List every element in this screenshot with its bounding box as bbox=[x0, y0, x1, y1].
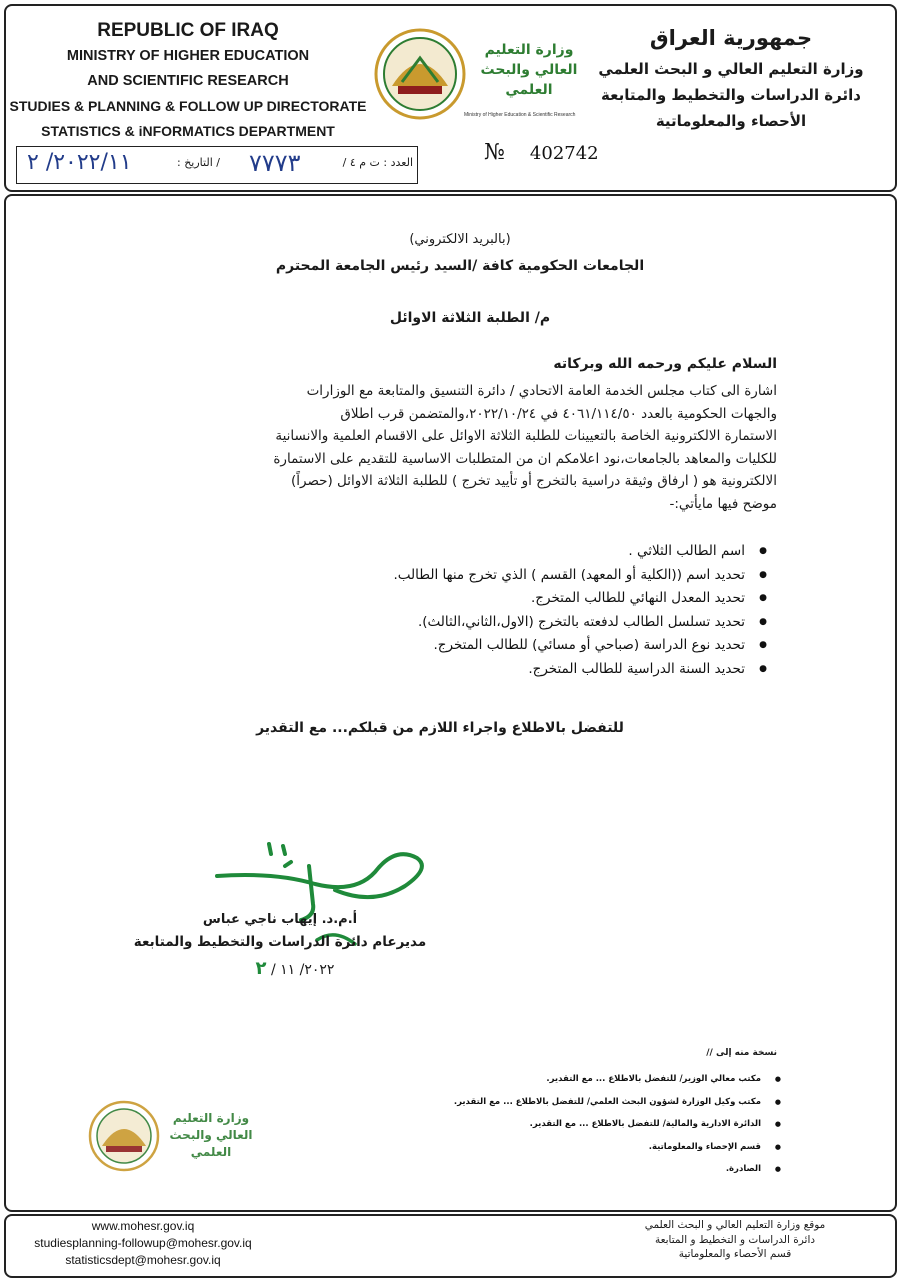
recipient: الجامعات الحكومية كافة /السيد رئيس الجامعة المحترم bbox=[275, 258, 645, 274]
footer-ar-line: دائرة الدراسات و التخطيط و المتابعة bbox=[654, 1233, 816, 1246]
cc-item: ● الدائرة الادارية والمالية/ للتفضل بالاطلاع ... مع التقدير. bbox=[331, 1113, 761, 1136]
body-line: اشارة الى كتاب مجلس الخدمة العامة الاتحادي / دائرة التنسيق والمتابعة مع الوزارات bbox=[306, 383, 777, 399]
cc-item: ● مكتب وكيل الوزارة لشؤون البحث العلمي/ للتفضل بالاطلاع ... مع التقدير. bbox=[331, 1091, 761, 1114]
body-line: للكليات والمعاهد بالجامعات،نود اعلامكم ان من المتطلبات الاساسية للتقديم على الاستمارة bbox=[273, 450, 777, 467]
list-item: ● تحديد السنة الدراسية للطالب المتخرج. bbox=[125, 658, 745, 682]
body-line: موضح فيها مايأتي:- bbox=[669, 495, 777, 512]
signer-title: مديرعام دائرة الدراسات والتخطيط والمتابعة bbox=[133, 934, 427, 950]
header-ar-line: دائرة الدراسات والتخطيط والمتابعة bbox=[601, 86, 861, 104]
requirements-list bbox=[125, 540, 767, 681]
signature-icon bbox=[205, 832, 435, 950]
cc-title: نسخة منه إلى // bbox=[706, 1048, 777, 1058]
header-en-line: REPUBLIC OF IRAQ bbox=[97, 20, 279, 41]
body-line: الاستمارة الالكترونية الخاصة بالتعيينات للطلبة الثلاثة الاوائل على الاقسام العلمية والانسانية bbox=[275, 428, 777, 444]
cc-item: ● الصادرة. bbox=[331, 1158, 761, 1181]
cc-item: ● قسم الإحصاء والمعلوماتية. bbox=[331, 1136, 761, 1159]
header-ar-line: الأحصاء والمعلوماتية bbox=[655, 112, 807, 130]
reference-box bbox=[16, 146, 418, 184]
footer-website[interactable]: www.mohesr.gov.iq bbox=[91, 1219, 195, 1233]
cc-item: ● مكتب معالي الوزير/ للتفضل بالاطلاع ... مع التقدير. bbox=[331, 1068, 761, 1091]
signature-date bbox=[200, 958, 390, 979]
body-line: والجهات الحكومية بالعدد ٤٠٦١/١١٤/٥٠ في ٢٠٢٢/١٠/٢٤،والمتضمن قرب اطلاق bbox=[340, 405, 777, 422]
ref-number-handwritten: ٧٧٧٣ bbox=[249, 149, 301, 177]
footer-ar-line: موقع وزارة التعليم العالي و البحث العلمي bbox=[644, 1219, 826, 1231]
header-en-line: STATISTICS & iNFORMATICS DEPARTMENT bbox=[41, 123, 335, 139]
logo-text-ar: وزارة التعليم العالي والبحث العلمي bbox=[480, 42, 578, 98]
footer-ar-line: قسم الأحصاء والمعلوماتية bbox=[678, 1248, 792, 1260]
header-ar-block bbox=[586, 20, 876, 134]
signer-name: أ.م.د. إيهاب ناجي عباس bbox=[202, 912, 358, 927]
body-frame bbox=[4, 194, 897, 1212]
serial-value: 402742 bbox=[529, 143, 599, 164]
header-en-line: AND SCIENTIFIC RESEARCH bbox=[87, 73, 289, 89]
body-paragraph bbox=[97, 380, 777, 515]
footer-arabic bbox=[590, 1218, 880, 1262]
ministry-logo bbox=[372, 24, 588, 128]
signature bbox=[205, 832, 435, 950]
date-label: / التاريخ : bbox=[177, 156, 220, 169]
cc-list bbox=[331, 1068, 781, 1181]
ministry-stamp bbox=[84, 1096, 264, 1176]
footer-email-planning[interactable]: studiesplanning-followup@mohesr.gov.iq bbox=[34, 1236, 252, 1250]
closing: للتفضل بالاطلاع واجراء اللازم من قبلكم... مع التقدير bbox=[256, 720, 624, 736]
greeting: السلام عليكم ورحمه الله وبركاته bbox=[553, 356, 777, 372]
header-en-block bbox=[8, 18, 368, 144]
list-item: ● تحديد تسلسل الطالب لدفعته بالتخرج (الاول،الثاني،الثالث). bbox=[125, 611, 745, 635]
date-handwritten: ٢٠٢٢/١١/ ٢ bbox=[27, 150, 132, 175]
header-ar-line: وزارة التعليم العالي و البحث العلمي bbox=[598, 60, 864, 78]
serial-number bbox=[484, 140, 644, 170]
footer-contacts bbox=[8, 1218, 278, 1269]
ref-label: العدد : ت م ٤ / bbox=[342, 156, 413, 169]
header-en-line: MINISTRY OF HIGHER EDUCATION bbox=[66, 48, 310, 64]
body-line: الالكترونية هو ( ارفاق وثيقة دراسية بالتخرج أو تأييد تخرج ) للطلبة الثلاثة الاوائل (حصراً) bbox=[290, 473, 777, 489]
via-email: (بالبريد الالكتروني) bbox=[409, 232, 511, 247]
serial-symbol: № bbox=[484, 140, 505, 165]
footer-email-statistics[interactable]: statisticsdept@mohesr.gov.iq bbox=[65, 1253, 221, 1267]
list-item: ● تحديد اسم ((الكلية أو المعهد) القسم ) الذي تخرج منها الطالب. bbox=[125, 564, 745, 588]
sign-date-text: ٢٠٢٢/ ١١ / bbox=[270, 962, 335, 978]
logo-text-en: Ministry of Higher Education & Scientific Research bbox=[464, 112, 576, 118]
sign-date-handwritten: ٢ bbox=[255, 958, 267, 979]
list-item: ● تحديد المعدل النهائي للطالب المتخرج. bbox=[125, 587, 745, 611]
subject: م/ الطلبة الثلاثة الاوائل bbox=[389, 310, 551, 326]
list-item: ● اسم الطالب الثلاثي . bbox=[125, 540, 745, 564]
list-item: ● تحديد نوع الدراسة (صباحي أو مسائي) للطالب المتخرج. bbox=[125, 634, 745, 658]
stamp-text-ar: وزارة التعليم العالي والبحث العلمي bbox=[169, 1111, 253, 1159]
header-ar-title: جمهورية العراق bbox=[649, 26, 813, 50]
header-en-line: STUDIES & PLANNING & FOLLOW UP DIRECTORATE bbox=[9, 98, 367, 114]
